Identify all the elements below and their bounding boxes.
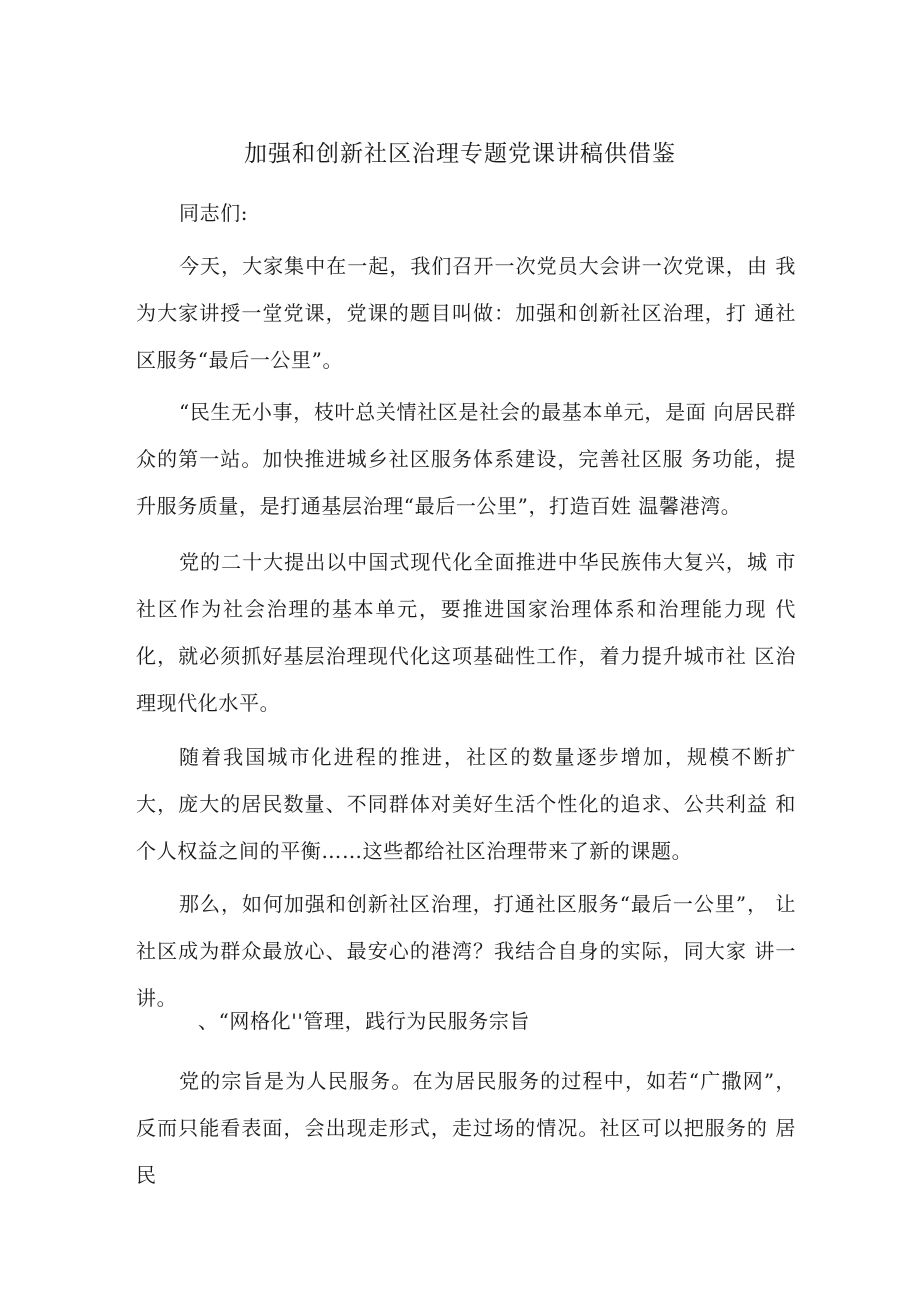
paragraph-3: 党的二十大提出以中国式现代化全面推进中华民族伟大复兴，城 市社区作为社会治理的基本单元，要推进国家治理体系和治理能力现 代化，就必须抓好基层治理现代化这项基础性工作，着力提升城市社 区治理现代化水平。 bbox=[136, 550, 796, 715]
paragraph-5: 那么，如何加强和创新社区治理，打通社区服务“最后一公里”， 让社区成为群众最放心、最安心的港湾？我结合自身的实际，同大家 讲一讲。 bbox=[136, 892, 796, 1010]
section-heading: 、“网格化''管理，践行为民服务宗旨 bbox=[198, 1009, 531, 1033]
document-title: 加强和创新社区治理专题党课讲稿供借鉴 bbox=[244, 141, 676, 167]
paragraph-6: 党的宗旨是为人民服务。在为居民服务的过程中，如若“广撒网”，反而只能看表面，会出现走形式，走过场的情况。社区可以把服务的 居民 bbox=[136, 1069, 796, 1187]
salutation: 同志们: bbox=[179, 201, 249, 225]
paragraph-1: 今天，大家集中在一起，我们召开一次党员大会讲一次党课，由 我为大家讲授一堂党课，党课的题目叫做：加强和创新社区治理，打 通社区服务“最后一公里”。 bbox=[136, 254, 796, 372]
paragraph-2: “民生无小事，枝叶总关情社区是社会的最基本单元，是面 向居民群众的第一站。加快推进城乡社区服务体系建设，完善社区服 务功能，提升服务质量，是打通基层治理“最后一公里”，打造百姓 温馨港湾。 bbox=[136, 400, 796, 518]
paragraph-4: 随着我国城市化进程的推进，社区的数量逐步增加，规模不断扩 大，庞大的居民数量、不同群体对美好生活个性化的追求、公共利益 和个人权益之间的平衡……这些都给社区治理带来了新的课题。 bbox=[136, 745, 796, 863]
